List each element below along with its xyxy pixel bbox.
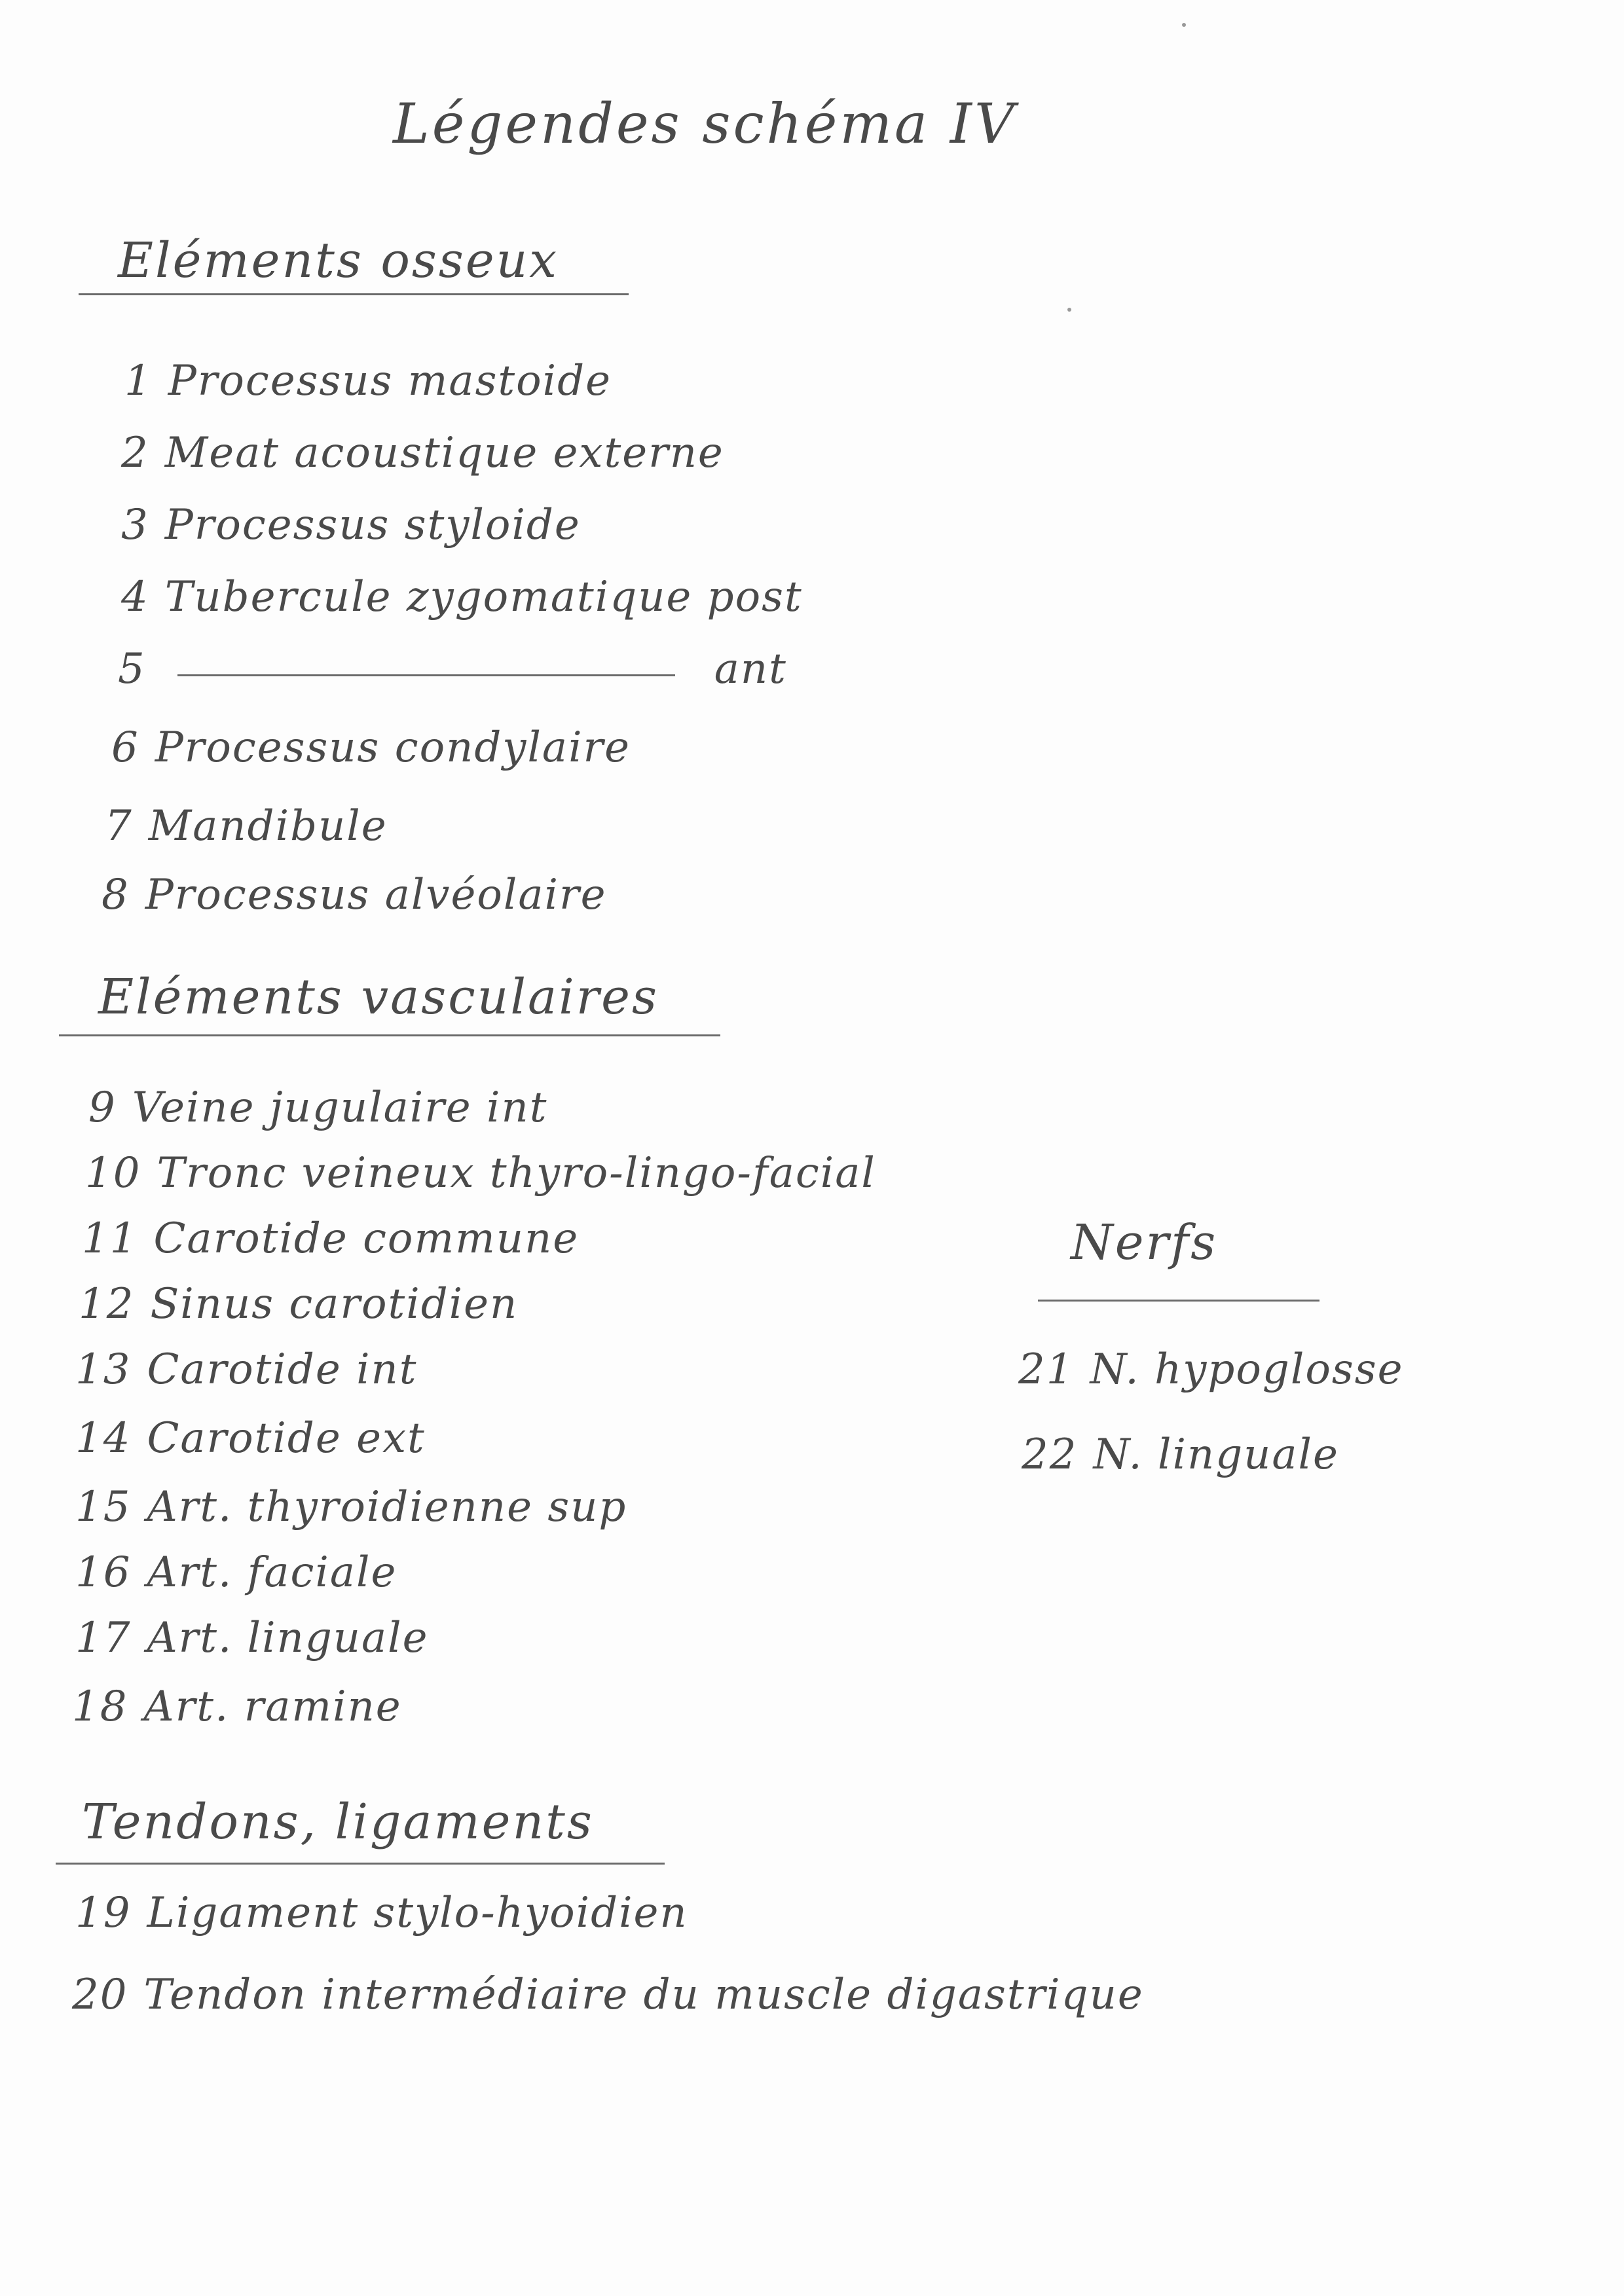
section-underline-tendons (56, 1863, 665, 1865)
section-heading-bone: Eléments osseux (118, 232, 559, 289)
legend-item-13: 13 Carotide int (75, 1345, 418, 1394)
legend-item-20: 20 Tendon intermédiaire du muscle digastrique (72, 1971, 1144, 2019)
legend-item-9: 9 Veine jugulaire int (88, 1084, 548, 1132)
legend-item-2: 2 Meat acoustique externe (121, 429, 724, 477)
blank-line (177, 668, 675, 676)
section-underline-nerves (1038, 1300, 1320, 1302)
paper-speck (1182, 23, 1186, 27)
paper-speck (1067, 308, 1071, 312)
legend-item-14: 14 Carotide ext (75, 1414, 426, 1463)
legend-item-21: 21 N. hypoglosse (1018, 1345, 1404, 1394)
legend-item-12: 12 Sinus carotidien (79, 1280, 519, 1328)
section-heading-vascular: Eléments vasculaires (98, 969, 659, 1025)
legend-item-17: 17 Art. linguale (75, 1614, 429, 1662)
section-underline-vascular (59, 1034, 720, 1036)
legend-item-11: 11 Carotide commune (82, 1214, 580, 1263)
section-heading-nerves: Nerfs (1071, 1214, 1218, 1271)
legend-item-7: 7 Mandibule (105, 802, 388, 850)
legend-item-1: 1 Processus mastoide (124, 357, 612, 405)
legend-item-22: 22 N. linguale (1022, 1430, 1339, 1479)
section-underline-bone (79, 293, 629, 295)
legend-item-8: 8 Processus alvéolaire (101, 871, 607, 919)
legend-item-10: 10 Tronc veineux thyro-lingo-facial (85, 1149, 876, 1197)
legend-item-15: 15 Art. thyroidienne sup (75, 1483, 627, 1531)
page-title: Légendes schéma IV (393, 92, 1017, 156)
legend-item-3: 3 Processus styloide (121, 501, 581, 549)
legend-item-4: 4 Tubercule zygomatique post (121, 573, 803, 621)
legend-item-5: 5 ant (118, 645, 787, 693)
legend-item-18: 18 Art. ramine (72, 1683, 402, 1731)
legend-item-19: 19 Ligament stylo-hyoidien (75, 1889, 688, 1937)
legend-item-6: 6 Processus condylaire (111, 723, 631, 772)
legend-item-16: 16 Art. faciale (75, 1548, 397, 1597)
section-heading-tendons: Tendons, ligaments (82, 1794, 594, 1850)
